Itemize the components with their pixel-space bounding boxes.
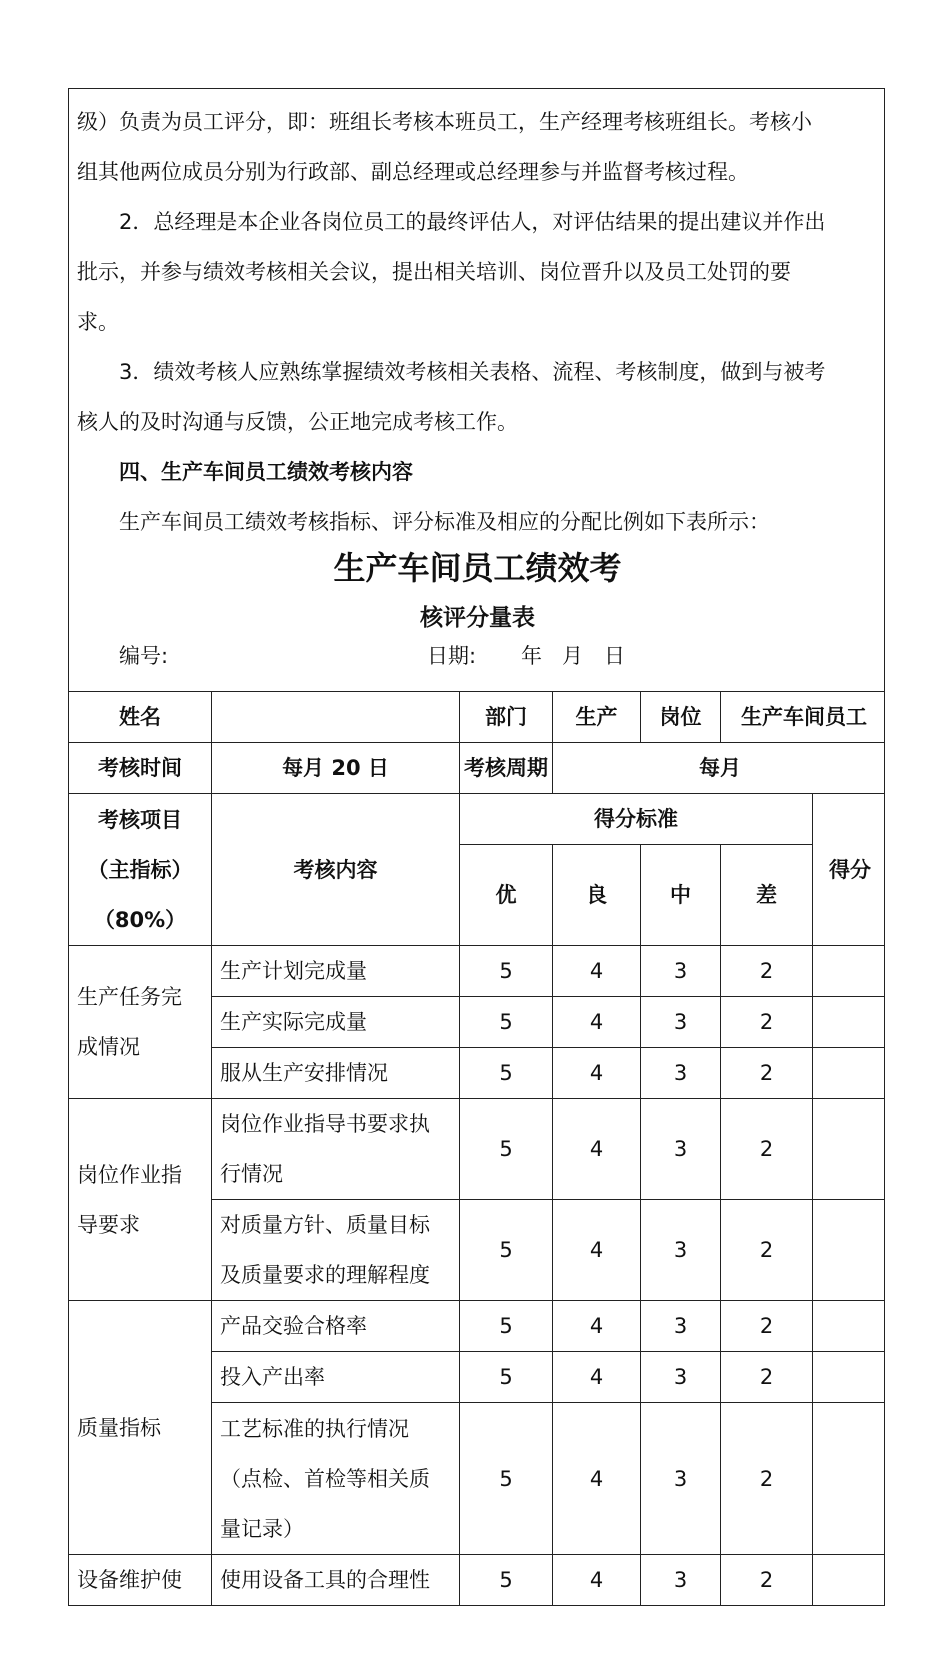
item-header	[69, 794, 212, 946]
standard-header: 得分标准	[460, 794, 813, 845]
table-row	[69, 743, 886, 794]
score-header: 得分	[813, 794, 886, 946]
intro-line: 核人的及时沟通与反馈，公正地完成考核工作。	[77, 410, 518, 434]
intro-line: 级）负责为员工评分，即：班组长考核本班员工，生产经理考核班组长。考核小	[77, 110, 812, 134]
score-cell: 4	[553, 1352, 641, 1403]
score-cell: 5	[460, 1048, 553, 1099]
score-cell: 2	[721, 1403, 813, 1555]
score-cell: 4	[553, 946, 641, 997]
grade-excellent: 优	[460, 845, 553, 946]
category-line: 岗位作业指	[77, 1162, 182, 1187]
score-input-cell[interactable]	[813, 1200, 886, 1301]
score-cell: 5	[460, 997, 553, 1048]
time-label: 考核时间	[69, 743, 212, 794]
table-row	[69, 1301, 886, 1352]
content-cell: 服从生产安排情况	[212, 1048, 460, 1099]
score-cell: 5	[460, 1555, 553, 1606]
score-cell: 4	[553, 1200, 641, 1301]
score-cell: 2	[721, 1048, 813, 1099]
score-cell: 2	[721, 946, 813, 997]
score-input-cell[interactable]	[813, 1403, 886, 1555]
document-frame	[68, 88, 885, 1606]
score-cell: 5	[460, 1301, 553, 1352]
score-input-cell[interactable]	[813, 1048, 886, 1099]
score-input-cell[interactable]	[813, 946, 886, 997]
score-cell: 2	[721, 1200, 813, 1301]
score-cell: 4	[553, 1099, 641, 1200]
score-cell: 5	[460, 1352, 553, 1403]
table-row	[69, 1555, 886, 1606]
table-row	[69, 946, 886, 997]
table-row	[69, 1099, 886, 1200]
table-row	[69, 692, 886, 743]
content-header: 考核内容	[212, 794, 460, 946]
item-header-line: 考核项目	[98, 807, 182, 832]
intro-line: 组其他两位成员分别为行政部、副总经理或总经理参与并监督考核过程。	[77, 160, 749, 184]
score-cell: 2	[721, 1555, 813, 1606]
category-cell	[69, 1099, 212, 1301]
grade-poor: 差	[721, 845, 813, 946]
date-year: 年	[521, 644, 542, 668]
score-cell: 3	[641, 1099, 721, 1200]
category-cell: 质量指标	[69, 1301, 212, 1555]
dept-label: 部门	[460, 692, 553, 743]
score-cell: 2	[721, 997, 813, 1048]
content-cell	[212, 1403, 460, 1555]
item-header-line: （主指标）	[87, 857, 193, 882]
score-cell: 3	[641, 1200, 721, 1301]
intro-line: 2．总经理是本企业各岗位员工的最终评估人，对评估结果的提出建议并作出	[119, 210, 826, 234]
table-title: 生产车间员工绩效考	[333, 549, 622, 587]
content-line: 行情况	[220, 1162, 283, 1186]
score-cell: 4	[553, 997, 641, 1048]
score-input-cell[interactable]	[813, 997, 886, 1048]
content-line: 量记录）	[220, 1516, 304, 1541]
score-cell: 3	[641, 1555, 721, 1606]
score-cell: 4	[553, 1301, 641, 1352]
category-cell	[69, 946, 212, 1099]
date-day: 日	[604, 644, 625, 668]
category-line: 导要求	[77, 1212, 140, 1237]
intro-line: 求。	[77, 310, 119, 334]
number-label: 编号:	[119, 644, 169, 668]
score-cell: 5	[460, 1200, 553, 1301]
content-line: 工艺标准的执行情况	[220, 1416, 409, 1441]
score-cell: 5	[460, 946, 553, 997]
section-heading: 四、生产车间员工绩效考核内容	[119, 460, 413, 484]
content-cell: 产品交验合格率	[212, 1301, 460, 1352]
score-input-cell[interactable]	[813, 1099, 886, 1200]
score-cell: 2	[721, 1301, 813, 1352]
grade-good: 良	[553, 845, 641, 946]
intro-text	[77, 97, 877, 547]
score-input-cell[interactable]	[813, 1352, 886, 1403]
score-cell: 3	[641, 1048, 721, 1099]
period-label: 考核周期	[460, 743, 553, 794]
score-cell: 3	[641, 997, 721, 1048]
table-header-row	[69, 794, 886, 845]
content-cell	[212, 1200, 460, 1301]
category-line: 生产任务完	[77, 985, 182, 1009]
score-cell: 3	[641, 946, 721, 997]
category-line: 成情况	[77, 1035, 140, 1059]
content-cell: 投入产出率	[212, 1352, 460, 1403]
post-value: 生产车间员工	[721, 692, 886, 743]
time-value: 每月 20 日	[212, 743, 460, 794]
score-cell: 4	[553, 1403, 641, 1555]
intro-line: 生产车间员工绩效考核指标、评分标准及相应的分配比例如下表所示：	[119, 510, 770, 534]
evaluation-table	[68, 691, 885, 1606]
score-cell: 3	[641, 1301, 721, 1352]
date-label: 日期:	[427, 644, 477, 668]
score-cell: 3	[641, 1403, 721, 1555]
score-cell: 2	[721, 1099, 813, 1200]
post-label: 岗位	[641, 692, 721, 743]
table-subtitle: 核评分量表	[420, 605, 535, 631]
score-input-cell[interactable]	[813, 1555, 886, 1606]
score-cell: 4	[553, 1048, 641, 1099]
category-cell: 设备维护使	[69, 1555, 212, 1606]
content-cell: 生产计划完成量	[212, 946, 460, 997]
intro-line: 3．绩效考核人应熟练掌握绩效考核相关表格、流程、考核制度，做到与被考	[119, 360, 826, 384]
content-line: 对质量方针、质量目标	[220, 1213, 430, 1237]
content-cell: 使用设备工具的合理性	[212, 1555, 460, 1606]
content-line: （点检、首检等相关质	[220, 1466, 430, 1491]
name-label: 姓名	[69, 692, 212, 743]
score-cell: 5	[460, 1403, 553, 1555]
content-line: 及质量要求的理解程度	[220, 1263, 430, 1287]
score-cell: 5	[460, 1099, 553, 1200]
item-header-line: （80%）	[93, 907, 187, 932]
score-cell: 4	[553, 1555, 641, 1606]
period-value: 每月	[553, 743, 886, 794]
date-month: 月	[562, 644, 583, 668]
content-cell	[212, 1099, 460, 1200]
content-line: 岗位作业指导书要求执	[220, 1112, 430, 1136]
score-input-cell[interactable]	[813, 1301, 886, 1352]
intro-line: 批示，并参与绩效考核相关会议，提出相关培训、岗位晋升以及员工处罚的要	[77, 260, 791, 284]
content-cell: 生产实际完成量	[212, 997, 460, 1048]
score-cell: 2	[721, 1352, 813, 1403]
dept-value: 生产	[553, 692, 641, 743]
name-value	[212, 692, 460, 743]
grade-average: 中	[641, 845, 721, 946]
score-cell: 3	[641, 1352, 721, 1403]
